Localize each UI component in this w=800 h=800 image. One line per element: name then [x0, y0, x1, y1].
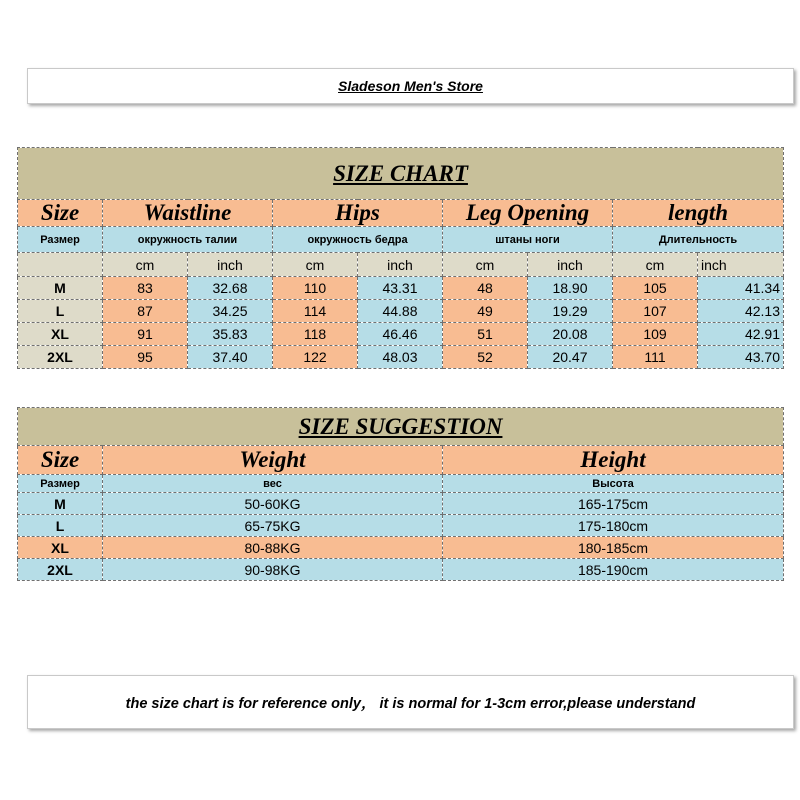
unit-cell: cm: [443, 253, 528, 277]
header-waistline: Waistline: [103, 200, 273, 227]
size-suggestion-table: [17, 407, 784, 581]
value-cell: 37.40: [188, 346, 273, 369]
subheader-height: Высота: [443, 475, 784, 493]
value-cell: 48: [443, 277, 528, 300]
value-cell: 43.31: [358, 277, 443, 300]
value-cell: 46.46: [358, 323, 443, 346]
weight-cell: 65-75KG: [103, 515, 443, 537]
subheader-leg-opening: штаны ноги: [443, 227, 613, 253]
value-cell: 44.88: [358, 300, 443, 323]
subheader-hips: окружность бедра: [273, 227, 443, 253]
size-cell: 2XL: [18, 559, 103, 581]
size-cell: M: [18, 493, 103, 515]
subheader-weight: вес: [103, 475, 443, 493]
table-row: [18, 300, 784, 323]
subheader-length: Длительность: [613, 227, 784, 253]
height-cell: 165-175cm: [443, 493, 784, 515]
value-cell: 91: [103, 323, 188, 346]
size-chart-title: SIZE CHART: [18, 148, 784, 200]
value-cell: 18.90: [528, 277, 613, 300]
reference-note: [27, 675, 794, 729]
value-cell: 49: [443, 300, 528, 323]
subheader-size: Размер: [18, 227, 103, 253]
table-row: [18, 515, 784, 537]
value-cell: 95: [103, 346, 188, 369]
store-name: Sladeson Men's Store: [338, 78, 483, 94]
value-cell: 87: [103, 300, 188, 323]
size-cell: L: [18, 300, 103, 323]
weight-cell: 90-98KG: [103, 559, 443, 581]
subheader-size: Размер: [18, 475, 103, 493]
header-hips: Hips: [273, 200, 443, 227]
size-cell: M: [18, 277, 103, 300]
unit-cell: inch: [188, 253, 273, 277]
value-cell: 110: [273, 277, 358, 300]
header-size: Size: [18, 200, 103, 227]
header-size: Size: [18, 446, 103, 475]
value-cell: 19.29: [528, 300, 613, 323]
header-length: length: [613, 200, 784, 227]
value-cell: 42.13: [698, 300, 784, 323]
table-row: [18, 537, 784, 559]
weight-cell: 80-88KG: [103, 537, 443, 559]
unit-blank: [18, 253, 103, 277]
unit-cell: inch: [698, 253, 784, 277]
value-cell: 118: [273, 323, 358, 346]
unit-cell: cm: [613, 253, 698, 277]
value-cell: 35.83: [188, 323, 273, 346]
table-row: [18, 559, 784, 581]
value-cell: 114: [273, 300, 358, 323]
store-header: [27, 68, 794, 104]
size-cell: XL: [18, 537, 103, 559]
weight-cell: 50-60KG: [103, 493, 443, 515]
header-leg-opening: Leg Opening: [443, 200, 613, 227]
unit-cell: inch: [358, 253, 443, 277]
table-row: [18, 323, 784, 346]
value-cell: 109: [613, 323, 698, 346]
value-cell: 20.47: [528, 346, 613, 369]
subheader-waistline: окружность талии: [103, 227, 273, 253]
table-row: [18, 346, 784, 369]
unit-cell: cm: [273, 253, 358, 277]
value-cell: 51: [443, 323, 528, 346]
value-cell: 111: [613, 346, 698, 369]
value-cell: 107: [613, 300, 698, 323]
value-cell: 42.91: [698, 323, 784, 346]
header-height: Height: [443, 446, 784, 475]
size-cell: 2XL: [18, 346, 103, 369]
value-cell: 34.25: [188, 300, 273, 323]
value-cell: 43.70: [698, 346, 784, 369]
value-cell: 32.68: [188, 277, 273, 300]
height-cell: 180-185cm: [443, 537, 784, 559]
size-cell: XL: [18, 323, 103, 346]
value-cell: 83: [103, 277, 188, 300]
value-cell: 122: [273, 346, 358, 369]
table-row: [18, 277, 784, 300]
value-cell: 52: [443, 346, 528, 369]
reference-note-text: the size chart is for reference only， it is normal for 1-3cm error,please understand: [125, 695, 696, 712]
value-cell: 20.08: [528, 323, 613, 346]
header-weight: Weight: [103, 446, 443, 475]
height-cell: 185-190cm: [443, 559, 784, 581]
unit-cell: inch: [528, 253, 613, 277]
unit-cell: cm: [103, 253, 188, 277]
size-suggestion-title: SIZE SUGGESTION: [18, 408, 784, 446]
table-row: [18, 493, 784, 515]
value-cell: 48.03: [358, 346, 443, 369]
size-cell: L: [18, 515, 103, 537]
value-cell: 105: [613, 277, 698, 300]
value-cell: 41.34: [698, 277, 784, 300]
size-chart-table: [17, 147, 784, 369]
height-cell: 175-180cm: [443, 515, 784, 537]
